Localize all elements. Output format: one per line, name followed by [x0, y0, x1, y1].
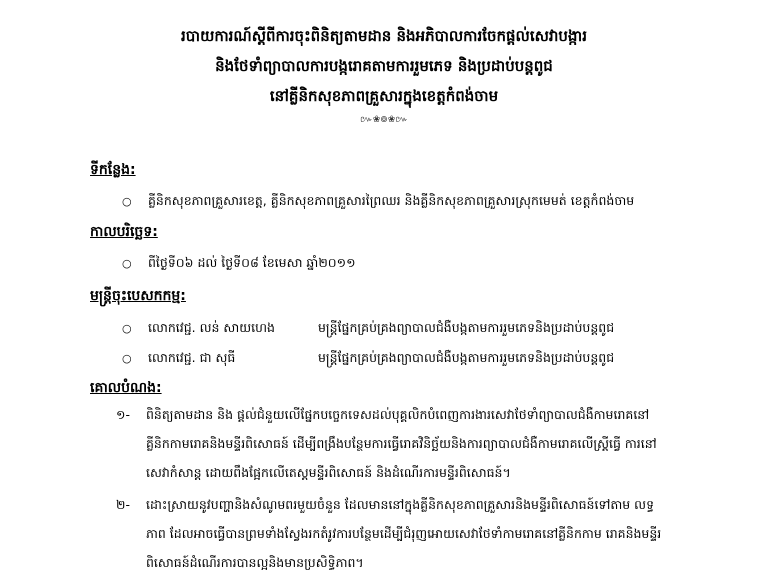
bullet-circle-icon: ○	[122, 257, 132, 270]
report-title-line-3: នៅគ្លីនិកសុខភាពគ្រួសារក្នុងខេត្តកំពង់ចាម	[269, 87, 499, 105]
objective-text: ដោះស្រាយនូវបញ្ហានិងសំណូមពរមួយចំនួន ដែលមាននៅក្នុងគ្លីនិកសុខភាពគ្រួសារនិងមន្ទីរពិសោធន៍ទៅតាម លទ្ធភាព ដែលអាចធ្វើបានព្រមទាំងស្វែងរកតំរូវការបន្ថែមដើម្បីជំរុញអោយសេវាថែទាំកាមរោគនៅគ្លីនិកកាម រោគនិងមន្ទីរពិសោធន៍ដំណើរការបានល្អនិងមានប្រសិទ្ធិភាព។	[146, 497, 662, 570]
objective-number: ២-	[116, 497, 130, 512]
bullet-circle-icon: ○	[122, 195, 132, 208]
period-item	[122, 253, 356, 274]
report-title-line-1: របាយការណ៍ស្តីពីការចុះពិនិត្យតាមដាន និងអភិបាលការចែកផ្តល់សេវាបង្ការ	[181, 27, 587, 45]
officers-heading: មន្ត្រីចុះបេសកកម្ម:	[90, 288, 186, 304]
bullet-circle-icon: ○	[122, 352, 132, 365]
officer-name: លោកវេជ្ជ. លន់ សាយហេង	[148, 320, 275, 335]
period-heading: កាលបរិច្ឆេទ:	[90, 224, 158, 240]
officer-name: លោកវេជ្ជ. ជា សុធី	[148, 350, 236, 365]
officer-item	[122, 318, 614, 339]
officer-role: មន្ត្រីផ្នែកគ្រប់គ្រងព្យាបាលជំងឺបង្កតាមការរួមភេទនិងប្រដាប់បន្តពូជ	[318, 350, 615, 365]
objectives-heading: គោលបំណង:	[90, 380, 162, 396]
location-text: គ្លីនិកសុខភាពគ្រួសារខេត្ត, គ្លីនិកសុខភាពគ្រួសារព្រៃឈរ និងគ្លីនិកសុខភាពគ្រួសារស្រុកមេមត់ ខេត្តកំពង់ចាម	[148, 193, 635, 208]
report-title-line-2: និងថែទាំព្យាបាលការបង្ករោគតាមការរួមភេទ និងប្រដាប់បន្តពូជ	[215, 57, 553, 75]
period-text: ពីថ្ងៃទី០៦ ដល់ ថ្ងៃទី០៨ ខែមេសា ឆ្នាំ២០១១	[148, 255, 356, 270]
objective-item	[116, 400, 671, 487]
location-item	[122, 191, 634, 212]
officer-item	[122, 348, 614, 369]
objective-number: ១-	[116, 407, 130, 422]
title-ornament: ៚❀៙❀៚	[359, 115, 409, 125]
objective-item	[116, 490, 671, 577]
objective-text: ពិនិត្យតាមដាន និង ផ្តល់ជំនួយលើផ្នែកបច្ចេកទេសដល់បុគ្គលិកបំពេញការងារសេវាថែទាំព្យាបាលជំងឺកាមរោគនៅ គ្លីនិកកាមរោគនិងមន្ទីរពិសោធន៍ ដើម្បីពង្រឹងបន្ថែមការធ្វើរោគវិនិច្ឆ័យនិងការព្យាបាលជំងឺកាមរោគលើស្ត្រីធ្វើ ការនៅសេវាកំសាន្ត ដោយពឹងផ្អែកលើតេស្តមន្ទីរពិសោធន៍ និងដំណើរការមន្ទីរពិសោធន៍។	[146, 407, 657, 480]
officer-role: មន្ត្រីផ្នែកគ្រប់គ្រងព្យាបាលជំងឺបង្កតាមការរួមភេទនិងប្រដាប់បន្តពូជ	[318, 320, 615, 335]
location-heading: ទីកន្លែង:	[90, 162, 136, 178]
bullet-circle-icon: ○	[122, 322, 132, 335]
